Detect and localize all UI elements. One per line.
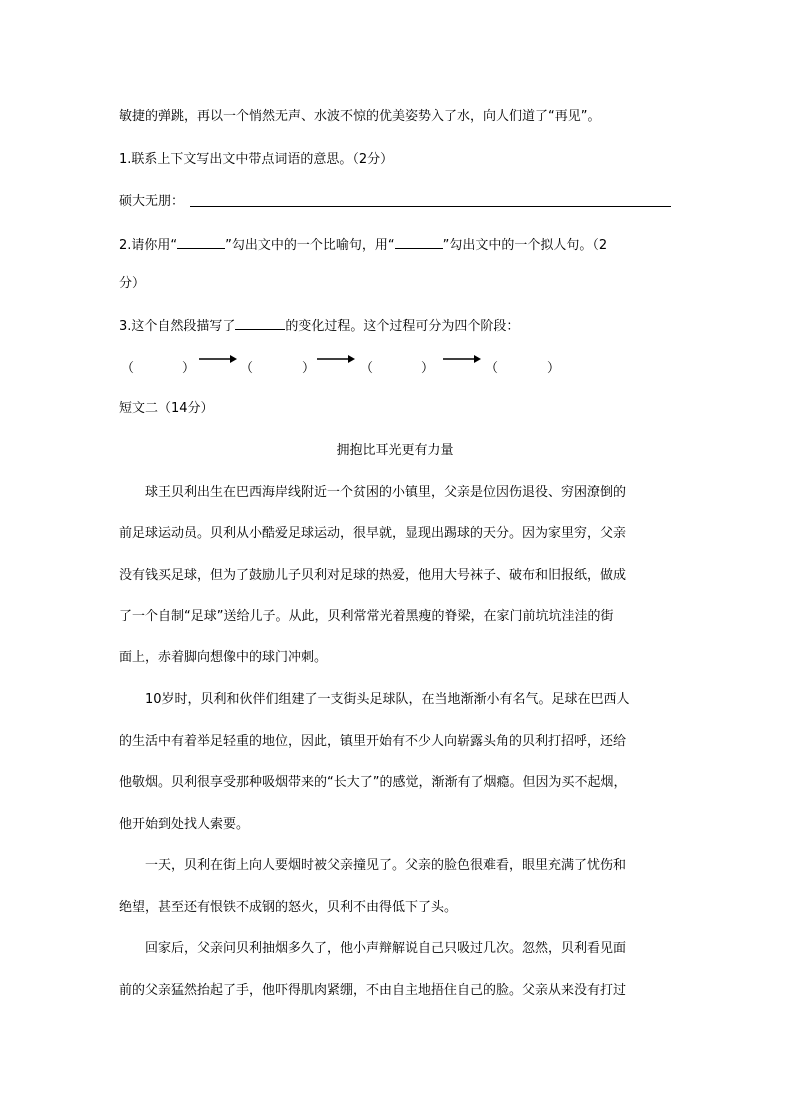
section-heading: 短文二（14分）	[119, 401, 214, 416]
question-3	[119, 315, 519, 337]
underline-sample-personification	[395, 234, 443, 249]
article-line: 回家后，父亲问贝利抽烟多久了，他小声辩解说自己只吸过几次。忽然，贝利看见面	[145, 941, 627, 956]
question-1: 1.联系上下文写出文中带点词语的意思。（2分）	[119, 152, 394, 167]
article-title: 拥抱比耳光更有力量	[336, 443, 454, 458]
article-line: 一天，贝利在街上向人要烟时被父亲撞见了。父亲的脸色很难看，眼里充满了忧伤和	[145, 858, 627, 873]
article-line: 没有钱买足球，但为了鼓励儿子贝利对足球的热爱，他用大号袜子、破布和旧报纸，做成	[119, 568, 627, 583]
answer-blank[interactable]	[235, 315, 285, 330]
article-line: 的生活中有着举足轻重的地位，因此，镇里开始有不少人向崭露头角的贝利打招呼，还给	[119, 734, 627, 749]
stage-3-close: ）	[421, 361, 435, 376]
arrow-icon	[317, 353, 355, 365]
article-line: 10岁时，贝利和伙伴们组建了一支街头足球队，在当地渐渐小有名气。足球在巴西人	[145, 692, 630, 707]
question-3-part2: 的变化过程。这个过程可分为四个阶段：	[285, 319, 520, 334]
question-3-part1: 3.这个自然段描写了	[119, 319, 236, 334]
question-2	[119, 234, 607, 256]
stage-1-open: （	[121, 361, 135, 376]
article-line: 他开始到处找人索要。	[119, 817, 250, 832]
question-2-part1: 2.请你用“	[119, 238, 178, 253]
stage-2-open: （	[240, 361, 254, 376]
article-line: 前的父亲猛然抬起了手，他吓得肌肉紧绷，不由自主地捂住自己的脸。父亲从来没有打过	[119, 983, 627, 998]
question-2-part2: ”勾出文中的一个比喻句，用“	[225, 238, 395, 253]
stage-2-close: ）	[302, 361, 316, 376]
stage-4-close: ）	[547, 361, 561, 376]
arrow-icon	[443, 353, 481, 365]
article-line: 他敬烟。贝利很享受那种吸烟带来的“长大了”的感觉，渐渐有了烟瘾。但因为买不起烟，	[119, 775, 627, 790]
stage-3-open: （	[360, 361, 374, 376]
question-2-continued: 分）	[119, 276, 146, 291]
stage-4-open: （	[485, 361, 499, 376]
underline-sample-simile	[177, 234, 225, 249]
article-line: 了一个自制“足球”送给儿子。从此，贝利常常光着黑瘦的脊梁，在家门前坑坑洼洼的街	[119, 609, 614, 624]
article-line: 球王贝利出生在巴西海岸线附近一个贫困的小镇里，父亲是位因伤退役、穷困潦倒的	[145, 485, 627, 500]
stage-1-close: ）	[182, 361, 196, 376]
article-line: 面上，赤着脚向想像中的球门冲刺。	[119, 650, 328, 665]
intro-line: 敏捷的弹跳，再以一个悄然无声、水波不惊的优美姿势入了水，向人们道了“再见”。	[119, 109, 601, 124]
arrow-icon	[199, 353, 237, 365]
question-1-term-label: 硕大无朋：	[119, 194, 185, 209]
answer-line[interactable]	[190, 206, 671, 207]
question-2-part3: ”勾出文中的一个拟人句。（2	[442, 238, 608, 253]
article-line: 绝望，甚至还有恨铁不成钢的怒火，贝利不由得低下了头。	[119, 900, 458, 915]
article-line: 前足球运动员。贝利从小酷爱足球运动，很早就，显现出踢球的天分。因为家里穷，父亲	[119, 526, 627, 541]
